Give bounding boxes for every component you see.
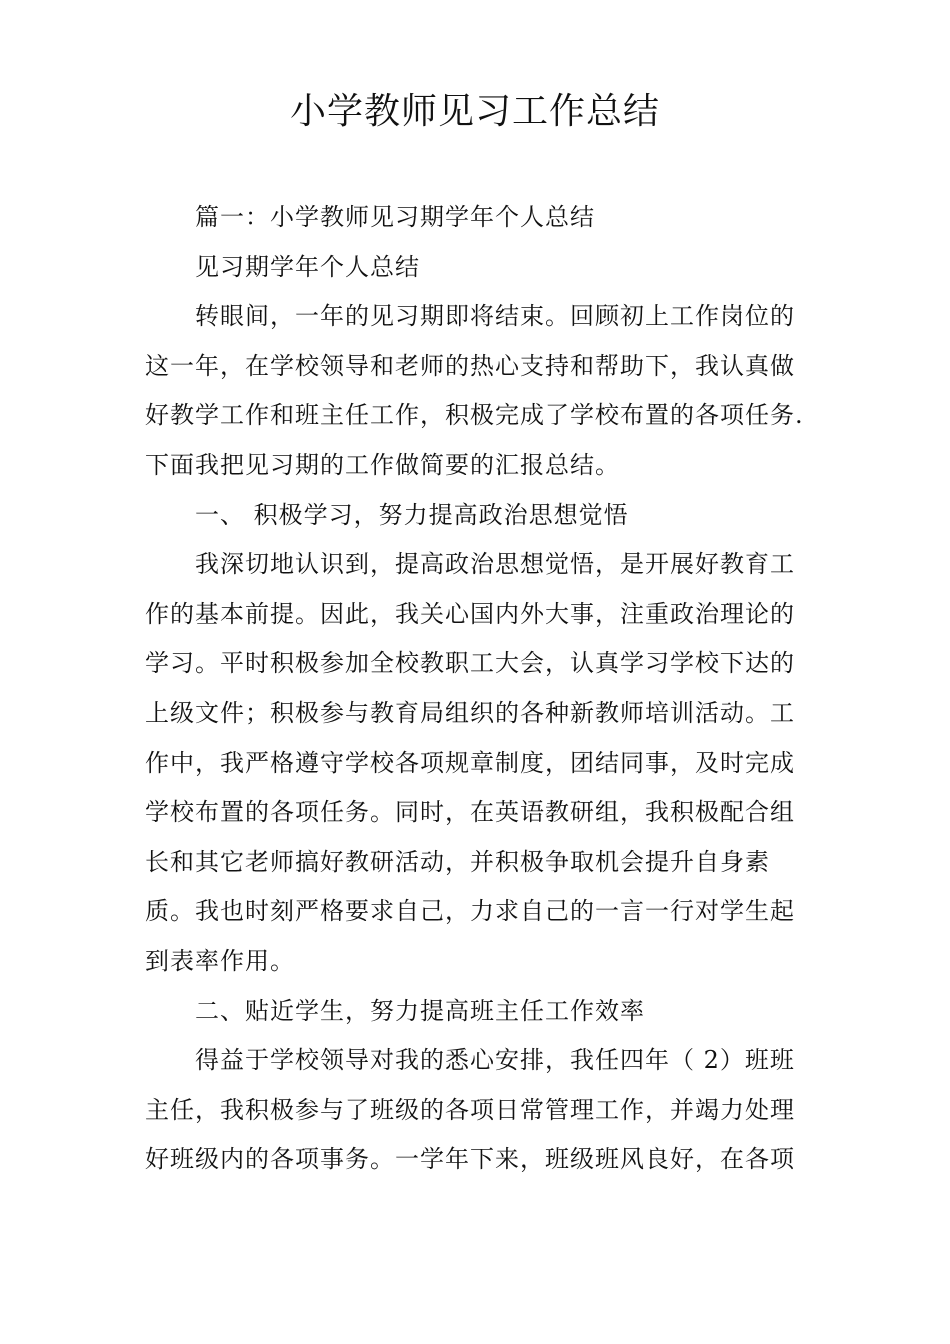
- section-heading: 篇一：小学教师见习期学年个人总结: [195, 203, 595, 231]
- paragraph-line: 主任，我积极参与了班级的各项日常管理工作，并竭力处理: [145, 1095, 795, 1124]
- paragraph-line: 作的基本前提。因此，我关心国内外大事，注重政治理论的: [145, 599, 795, 628]
- paragraph-line: 学习。平时积极参加全校教职工大会，认真学习学校下达的: [145, 649, 795, 678]
- paragraph-line: 得益于学校领导对我的悉心安排，我任四年（ 2）班班: [195, 1046, 795, 1075]
- paragraph-line: 下面我把见习期的工作做简要的汇报总结。: [145, 450, 620, 479]
- paragraph-line: 质。我也时刻严格要求自己，力求自己的一言一行对学生起: [145, 897, 795, 926]
- paragraph-line: 作中，我严格遵守学校各项规章制度，团结同事，及时完成: [145, 748, 795, 777]
- section-heading: 二、贴近学生，努力提高班主任工作效率: [195, 996, 645, 1025]
- paragraph-line: 长和其它老师搞好教研活动，并积极争取机会提升自身素: [145, 847, 770, 876]
- paragraph-line: 这一年，在学校领导和老师的热心支持和帮助下，我认真做: [145, 351, 795, 380]
- paragraph-line: 好教学工作和班主任工作，积极完成了学校布置的各项任务.: [145, 401, 804, 430]
- paragraph-line: 转眼间，一年的见习期即将结束。回顾初上工作岗位的: [195, 302, 795, 331]
- section-heading: 一、 积极学习，努力提高政治思想觉悟: [195, 500, 629, 529]
- document-title: 小学教师见习工作总结: [289, 91, 660, 132]
- subheading: 见习期学年个人总结: [195, 252, 420, 281]
- paragraph-line: 好班级内的各项事务。一学年下来，班级班风良好，在各项: [145, 1145, 795, 1174]
- paragraph-line: 学校布置的各项任务。同时，在英语教研组，我积极配合组: [145, 798, 795, 827]
- paragraph-line: 到表率作用。: [145, 946, 295, 975]
- paragraph-line: 上级文件；积极参与教育局组织的各种新教师培训活动。工: [145, 698, 795, 727]
- document-body: [145, 193, 810, 1185]
- paragraph-line: 我深切地认识到，提高政治思想觉悟，是开展好教育工: [195, 550, 795, 579]
